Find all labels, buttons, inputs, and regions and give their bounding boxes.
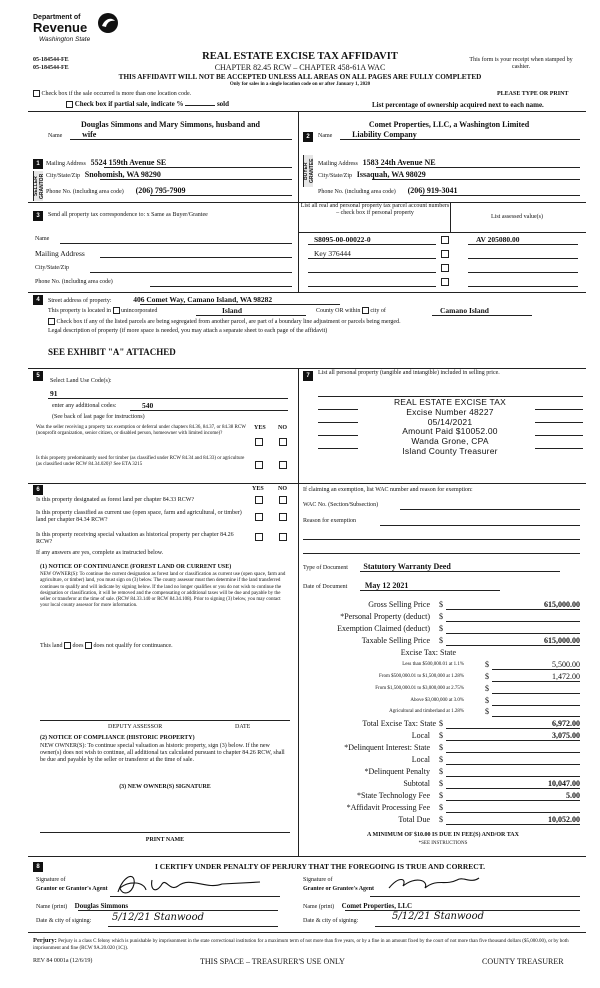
grantor-date-value: 5/12/21 Stanwood [112,912,205,923]
local-value: 3,075.00 [552,731,580,740]
sec6-q3-yes-checkbox[interactable] [255,533,263,541]
does-not-checkbox[interactable] [85,642,92,649]
taxable-value: 615,000.00 [544,636,580,645]
local-2-underline [446,764,580,765]
affidavit-number-1: 05-184544-FE [33,57,69,63]
single-location-note: Only for sales in a single location code on or after January 1, 2020 [229,82,371,87]
county-label: County OR within [316,307,361,314]
parcel-3-checkbox[interactable] [441,264,449,272]
buyer-city-underline [372,179,580,180]
segregation-label: Check box if any of the listed parcels are being segregated from another parcel, are part of a boundary line adjustment or parcels being merged. [56,318,401,325]
legal-description-label: Legal description of property (if more space is needed, you may attach a separate sheet to each page of the affidavit) [48,328,328,334]
additional-code-underline [130,410,288,411]
rule-sec4 [28,292,586,293]
subtotal-value: 10,047.00 [548,779,580,788]
deputy-assessor-label: DEPUTY ASSESSOR [108,724,163,730]
new-owner-sign-line [40,832,290,833]
notice-continuance-text: NEW OWNER(S): To continue the current designation as forest land or classification as current use (open space, farm and agriculture, or timber) land, you must sign on (3) below. The county assessor must then determine if the land transferred continues to qualify and will indicate by signing below. If the land no longer qualifies or you do not wish to continue the designation or classification, it will be removed and the compensating or additional taxes will be due and payable by the seller or transferor at the time of sale. (RCW 84.33.140 or RCW 84.34.108). Prior to signing (3) below, you may contact your local county assessor for more information. [40,572,286,609]
perjury-notice [33,937,585,952]
assessed-header: List assessed value(s) [491,214,543,220]
buyer-grantee-tab: BUYER GRANTEE [303,155,313,187]
grantor-signature-label-1: Signature of [36,877,66,883]
buyer-address-underline [376,167,580,168]
stamp-line-6: Island County Treasurer [402,445,498,456]
seller-name-label: Name [48,133,63,139]
tech-fee-dollar: $ [439,791,443,800]
parcel-1-checkbox[interactable] [441,236,449,244]
rule-bottom [28,932,586,933]
seller-grantor-tab: SELLER GRANTOR [33,171,43,201]
exemption-dollar: $ [439,624,443,633]
grantee-print-value: Comet Properties, LLC [341,902,413,910]
seller-name-line-2: wife [82,130,97,139]
seller-city-underline [100,179,292,180]
assessed-1-underline [468,244,578,245]
gross-underline [446,609,580,610]
parcel-2-checkbox[interactable] [441,250,449,258]
seller-name-underline [70,139,292,140]
parcel-header: List all real and personal property tax parcel account numbers – check box if personal property [300,203,450,216]
local-label: Local [411,731,430,740]
unincorporated-label: unincorporated [121,307,158,314]
logo-line-3: Washington State [39,36,91,43]
rule-sec8 [28,856,586,857]
pp-line-4-right [535,435,583,436]
form-subtitle: CHAPTER 82.45 RCW – CHAPTER 458-61A WAC [214,63,386,72]
affidavit-fee-underline [446,812,580,813]
doc-type-value: Statutory Warranty Deed [363,562,451,571]
section-7-number: 7 [303,371,313,381]
partial-sale-checkbox[interactable] [66,101,73,108]
sec6-q2-no-checkbox[interactable] [279,513,287,521]
total-state-value: 6,972.00 [552,719,580,728]
see-instructions-note: *SEE INSTRUCTIONS [418,841,468,846]
buyer-city-value: Issaquah, WA 98029 [356,170,426,179]
additional-code: 540 [142,401,154,410]
does-checkbox[interactable] [64,642,71,649]
buyer-phone-value: (206) 919-3041 [407,186,458,195]
parcel-header-rule [298,232,586,233]
rule-lower-mid [298,368,299,856]
rule-top [28,111,586,112]
affidavit-fee-label: *Affidavit Processing Fee [346,803,430,812]
local-2-label: Local [411,755,430,764]
pp-line-5-right [535,448,583,449]
seller-phone-label: Phone No. (including area code) [46,189,124,195]
taxable-underline [446,645,580,646]
seller-city-label: City/State/Zip [46,173,80,179]
grantee-signature-label-2: Grantee or Grantee's Agent [303,886,375,892]
sec6-q2-yes-checkbox[interactable] [255,513,263,521]
tier-4-dollar: $ [485,696,489,705]
sec5-no-header: NO [278,425,287,431]
sec5-q2-no-checkbox[interactable] [279,461,287,469]
dor-logo [33,12,123,50]
tier-3-underline [492,693,580,694]
buyer-address-label: Mailing Address [318,161,358,167]
dor-emblem-icon [97,12,119,34]
sec6-if-yes: If any answers are yes, complete as instructed below. [36,550,164,556]
affidavit-fee-dollar: $ [439,803,443,812]
stamp-line-3: 05/14/2021 [427,416,473,427]
sec5-question-2: Is this property predominantly used for timber (as classified under RCW 84.34 and 84.33) or agriculture (as classified under RCW 84.34.020)? See ETA 3215 [36,456,245,467]
tier-5-label: Agricultural and timberland at 1.28% [389,709,464,714]
reason-underline-2 [303,539,580,540]
sec5-q1-no-checkbox[interactable] [279,438,287,446]
pp-line-5-left [318,448,358,449]
land-use-underline [48,398,288,399]
sec6-question-1: Is this property designated as forest land per chapter 84.33 RCW? [36,497,195,503]
parcel-4-checkbox[interactable] [441,278,449,286]
tier-2-underline [492,681,580,682]
county-treasurer-label: COUNTY TREASURER [482,957,564,966]
segregation-row [48,318,588,326]
seller-address-value: 5524 159th Avenue SE [90,158,167,167]
grantee-print-label: Name (print) [303,904,335,910]
grantee-signature-line [370,896,580,897]
tech-fee-label: *State Technology Fee [356,791,430,800]
sec5-yes-header: YES [254,425,266,431]
grantor-signature-label-2: Grantor or Grantor's Agent [36,886,108,892]
sec3-city-label: City/State/Zip [35,265,69,271]
grantee-signature-icon [385,870,485,896]
tier-3-label: From $1,500,000.01 to $3,000,000 at 2.75% [375,686,464,691]
land-use-label: Select Land Use Code(s): [50,378,112,384]
excise-state-label: Excise Tax: State [400,648,456,657]
tier-1-label: Less than $500,000.01 at 1.1% [402,662,464,667]
city-checkbox[interactable] [362,307,369,314]
sec3-address-label: Mailing Address [35,249,85,258]
sec5-question-1: Was the seller receiving a property tax exemption or deferral under chapters 84.36, 84.37, or 84.38 RCW (nonprofit organization, senior citizen, or disabled person, homeowner with limited income)? [36,425,246,436]
this-land-label: This land [40,642,63,649]
buyer-name-label: Name [318,133,333,139]
street-underline [140,304,340,305]
grantor-print-label: Name (print) [36,904,68,910]
delinquent-penalty-underline [446,776,580,777]
doc-date-label: Date of Document [303,584,348,590]
delinquent-penalty-dollar: $ [439,767,443,776]
doc-date-underline [360,590,500,591]
rule-sec3-mid [298,202,299,292]
rule-sec5 [28,368,586,369]
grantor-print-value: Douglas Simmons [74,902,129,910]
grantor-print-underline [78,910,278,911]
affidavit-number-2: 05-184544-FE [33,65,69,71]
city-underline [432,315,532,316]
taxable-label: Taxable Selling Price [361,636,430,645]
tech-fee-underline [446,800,580,801]
notice-compliance-text: NEW OWNER(S): To continue special valuation as historic property, sign (3) below. If the new owner(s) does not wish to continue, all additional tax calculated pursuant to chapter 84.26 RCW, shall be due and payable by the seller or transferor at the time of sale. [40,743,285,763]
form-title: REAL ESTATE EXCISE TAX AFFIDAVIT [202,51,398,62]
sec3-name-underline [60,243,292,244]
delinquent-interest-underline [446,752,580,753]
sec5-q1-yes-checkbox[interactable] [255,438,263,446]
multi-location-label: Check box if the sale occurred is more than one location code. [41,90,192,97]
tech-fee-value: 5.00 [566,791,580,800]
doc-type-underline [360,571,560,572]
sec3-address-underline [100,257,292,258]
reason-label: Reason for exemption [303,518,356,524]
total-state-label: Total Excise Tax: State [362,719,436,728]
seller-phone-value: (206) 795-7909 [135,186,186,195]
local-2-dollar: $ [439,755,443,764]
grantee-date-underline [375,926,580,927]
grantee-signature-label-1: Signature of [303,877,333,883]
deputy-date-label: DATE [235,724,251,730]
notice-compliance-title: (2) NOTICE OF COMPLIANCE (HISTORIC PROPERTY) [40,735,195,741]
parcel-1: S8095-00-00022-0 [314,235,371,244]
county-label-row [316,307,386,315]
sec6-q3-no-checkbox[interactable] [279,533,287,541]
gross-dollar: $ [439,600,443,609]
sec6-question-3: Is this property receiving special valuation as historical property per chapter 84.26 RCW? [36,532,234,545]
partial-sale-sold: sold [216,100,230,108]
local-dollar: $ [439,731,443,740]
certification-statement: I CERTIFY UNDER PENALTY OF PERJURY THAT THE FOREGOING IS TRUE AND CORRECT. [154,862,485,871]
stamp-line-2: Excise Number 48227 [406,406,494,417]
logo-line-1: Department of [33,14,81,21]
buyer-phone-label: Phone No. (including area code) [318,189,396,195]
tier-5-dollar: $ [485,707,489,716]
sec6-q1-no-checkbox[interactable] [279,496,287,504]
pp-line-2-right [535,409,583,410]
does-label: does [72,642,84,649]
doc-date-value: May 12 2021 [364,581,409,590]
personal-property-label: List all personal property (tangible and intangible) included in selling price. [318,370,500,376]
receipt-note: This form is your receipt when stamped by cashier. [469,57,573,70]
tier-5-underline [492,716,580,717]
grantor-date-label: Date & city of signing: [36,918,92,924]
sec3-name-label: Name [35,236,50,242]
delinquent-interest-dollar: $ [439,743,443,752]
tier-1-underline [492,669,580,670]
form-number: REV 84 0001a (12/6/19) [33,958,93,964]
city-of-label: city of [370,307,386,314]
reason-underline-3 [303,553,580,554]
perjury-text: Perjury is a class C felony which is punishable by imprisonment in the state correctional institution for a maximum term of not more than five years, or by a fine in an amount fixed by the court of not more than five thousand dollars ($5,000.00), or by both imprisonment and fine (RCW 9A.20.020 (1C)). [33,939,569,951]
minimum-due-note: A MINIMUM OF $10.00 IS DUE IN FEE(S) AND/OR TAX [367,832,519,838]
personal-deduct-label: *Personal Property (deduct) [340,612,430,621]
treasurer-stamp [350,398,550,457]
tier-2-value: 1,472.00 [552,672,580,681]
section-8-number: 8 [33,862,43,872]
rule-sec6 [28,483,298,484]
wac-label: WAC No. (Section/Subsection) [303,502,379,508]
sec6-yes-header: YES [252,486,264,492]
buyer-name-line-2: Liability Company [352,130,417,139]
county-value: Island [222,306,243,315]
taxable-dollar: $ [439,636,443,645]
stamp-line-1: REAL ESTATE EXCISE TAX [393,397,507,407]
wac-underline [400,509,580,510]
additional-codes-label: enter any additional codes: [52,403,117,409]
sec5-q2-yes-checkbox[interactable] [255,461,263,469]
parcel-3-underline [308,272,436,273]
county-underline [196,315,306,316]
treasurer-use-label: THIS SPACE – TREASURER'S USE ONLY [200,957,345,966]
seller-name-line-1: Douglas Simmons and Mary Simmons, husband and [81,120,260,129]
subtotal-dollar: $ [439,779,443,788]
buyer-city-label: City/State/Zip [318,173,352,179]
tier-2-dollar: $ [485,672,489,681]
exemption-underline [446,633,580,634]
gross-label: Gross Selling Price [368,600,430,609]
tier-3-dollar: $ [485,684,489,693]
grantor-date-underline [108,926,278,927]
total-due-dollar: $ [439,815,443,824]
perjury-label: Perjury: [33,937,57,944]
total-state-dollar: $ [439,719,443,728]
assessed-1: AV 205080.00 [476,235,520,244]
does-not-label: does not qualify for continuance. [93,642,173,649]
sec3-phone-underline [150,286,292,287]
new-owner-signature-label: (3) NEW OWNER(S) SIGNATURE [119,784,211,790]
grantor-signature-icon [110,870,270,898]
subtotal-label: Subtotal [403,779,430,788]
total-state-underline [446,728,580,729]
section-3-number: 3 [33,211,43,221]
print-note: PLEASE TYPE OR PRINT [497,91,569,97]
street-label: Street address of property: [48,298,112,304]
exemption-deduct-label: Exemption Claimed (deduct) [337,624,430,633]
seller-city-value: Snohomish, WA 98290 [84,170,161,179]
unincorporated-checkbox[interactable] [113,307,120,314]
buyer-address-value: 1583 24th Avenue NE [362,158,436,167]
grantee-date-label: Date & city of signing: [303,918,359,924]
completion-warning: THIS AFFIDAVIT WILL NOT BE ACCEPTED UNLESS ALL AREAS ON ALL PAGES ARE FULLY COMPLETED [118,73,482,81]
buyer-phone-underline [420,195,580,196]
street-value: 406 Comet Way, Camano Island, WA 98282 [133,295,273,304]
assessed-2-underline [468,258,578,259]
partial-sale-label: Check box if partial sale, indicate % [74,100,184,108]
buyer-name-line-1: Comet Properties, LLC, a Washington Limited [368,120,530,129]
stamp-line-5: Wanda Grone, CPA [411,436,489,447]
sec6-question-2: Is this property classified as current use (open space, farm and agricultural, or timber) land per chapter 84.34 RCW? [36,510,242,523]
tier-4-label: Above $3,000,000 at 3.0% [410,698,464,703]
parcel-col-rule [450,202,451,232]
parcel-2-underline [308,258,436,259]
delinquent-penalty-label: *Delinquent Penalty [364,767,430,776]
seller-address-underline [104,167,292,168]
land-use-code: 91 [50,389,58,398]
doc-type-label: Type of Document [303,565,348,571]
parcel-2: Key 376444 [314,249,351,258]
deputy-sign-line [40,720,290,721]
section-6-number: 6 [33,485,43,495]
total-due-value: 10,052.00 [548,815,580,824]
correspondence-instruction: Send all property tax correspondence to: x Same as Buyer/Grantee [48,212,208,218]
buyer-name-underline [340,139,580,140]
sec3-city-underline [90,272,292,273]
local-underline [446,740,580,741]
multi-location-checkbox[interactable] [33,90,40,97]
tier-1-dollar: $ [485,660,489,669]
exhibit-reference: SEE EXHIBIT "A" ATTACHED [48,347,176,357]
total-due-label: Total Due [398,815,430,824]
located-label: This property is located in [48,307,111,314]
section-2-number: 2 [303,132,313,142]
personal-dollar: $ [439,612,443,621]
pp-line-3-left [318,422,358,423]
gross-value: 615,000.00 [544,600,580,609]
assessed-4-underline [468,286,578,287]
sec6-no-header: NO [278,486,287,492]
pp-line-3-right [535,422,583,423]
city-value: Camano Island [440,306,489,315]
assessed-3-underline [468,272,578,273]
parcel-1-underline [308,244,436,245]
seller-address-label: Mailing Address [46,161,86,167]
delinquent-interest-label: *Delinquent Interest: State [344,743,430,752]
tier-1-value: 5,500.00 [552,660,580,669]
grantor-signature-line [110,896,280,897]
ownership-note: List percentage of ownership acquired next to each name. [372,101,544,109]
qualify-row [40,642,173,650]
tier-2-label: From $500,000.01 to $1,500,000 at 1.28% [379,674,464,679]
multi-location-row [33,90,191,98]
notice-continuance-title: (1) NOTICE OF CONTINUANCE (FOREST LAND OR CURRENT USE) [40,564,232,570]
sec6-q1-yes-checkbox[interactable] [255,496,263,504]
print-name-label: PRINT NAME [145,837,185,843]
stamp-line-4: Amount Paid $10052.00 [402,426,498,437]
partial-sale-row [66,100,229,108]
pp-line-2-left [318,409,358,410]
seller-phone-underline [150,195,292,196]
subtotal-underline [446,788,580,789]
section-1-number: 1 [33,159,43,169]
pp-line-1 [318,396,583,397]
section-4-number: 4 [33,295,43,305]
grantee-date-value: 5/12/21 Stanwood [392,911,485,922]
rule-mid-1 [298,111,299,202]
tier-4-underline [492,705,580,706]
logo-line-2: Revenue [33,20,88,35]
located-row [48,307,157,315]
pp-line-4-left [318,435,358,436]
see-back-note: (See back of last page for instructions) [52,414,145,420]
parcel-4-underline [308,286,436,287]
exemption-label: If claiming an exemption, list WAC number and reason for exemption: [303,487,473,493]
personal-underline [446,621,580,622]
sec3-phone-label: Phone No. (including area code) [35,279,113,285]
rule-sec7-split [298,483,586,484]
segregation-checkbox[interactable] [48,318,55,325]
section-5-number: 5 [33,371,43,381]
total-due-underline [446,824,580,825]
reason-underline-1 [380,525,580,526]
